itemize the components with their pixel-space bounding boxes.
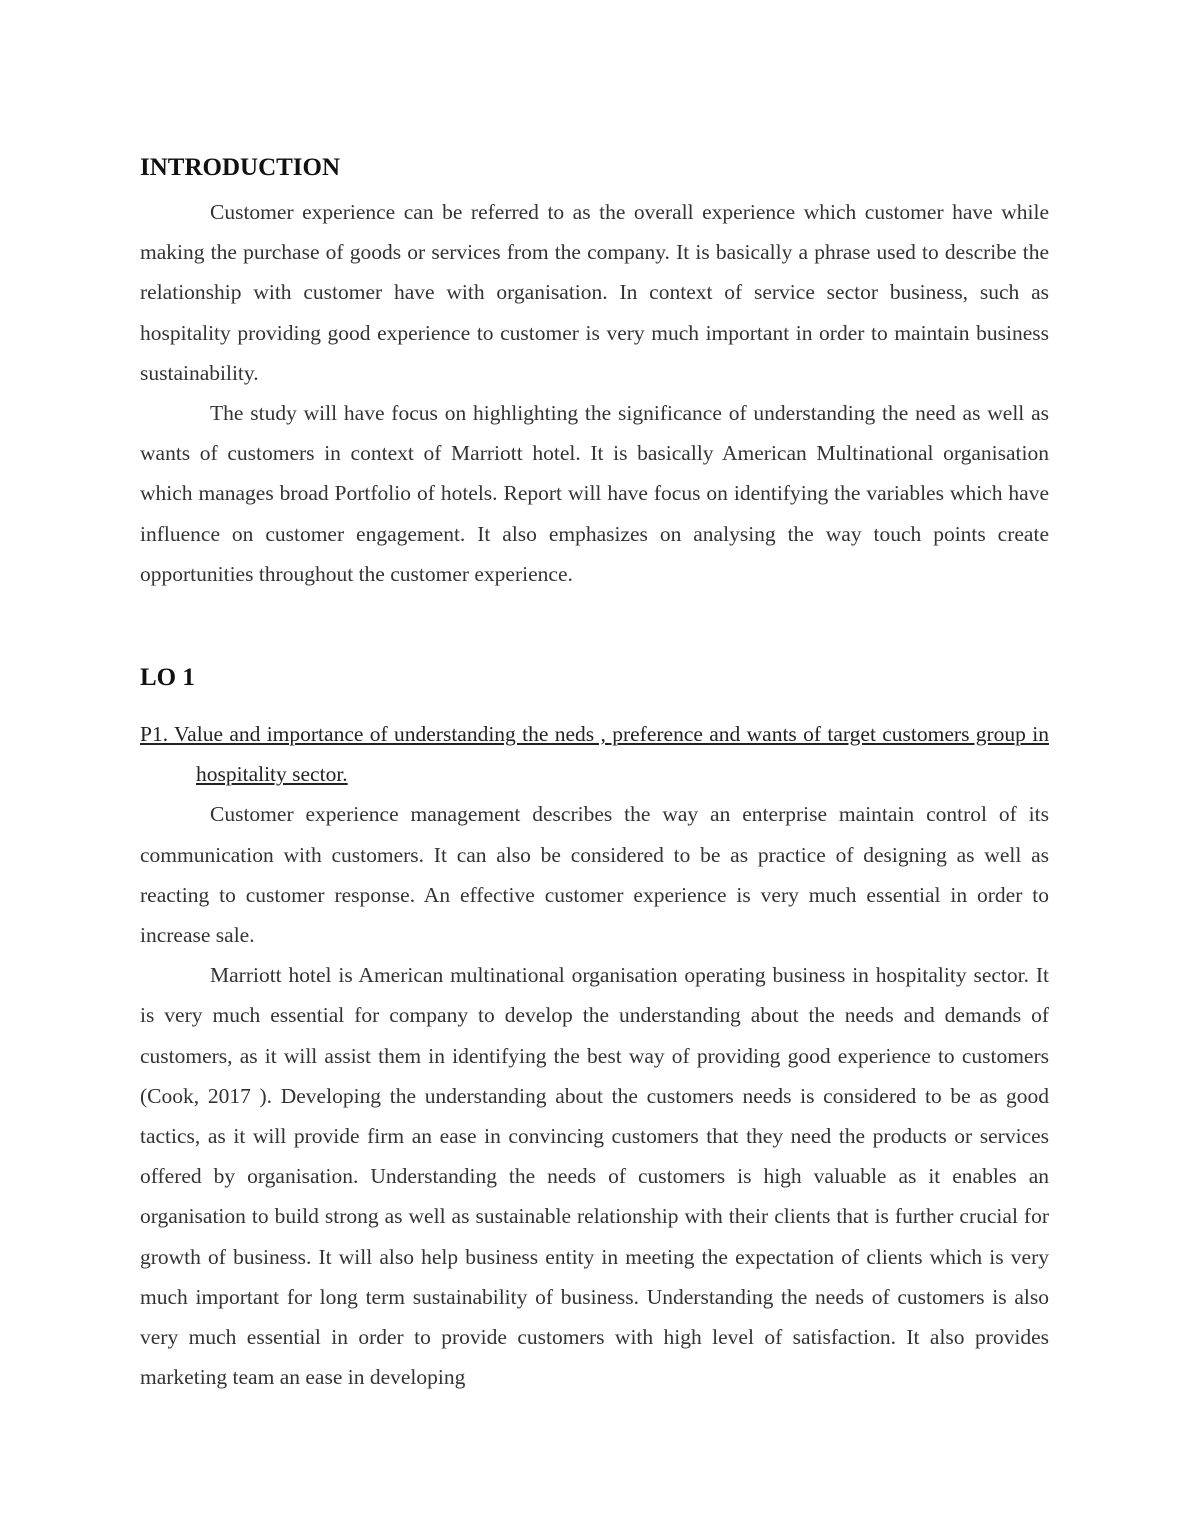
document-page bbox=[140, 150, 1049, 1397]
lo1-paragraph-2: Marriott hotel is American multinational organisation operating business in hospitality sector. It is very much essential for company to develop the understanding about the needs and demands of customers, as it will assist them in identifying the best way of providing good experience to customers (Cook, 2017 ). Developing the understanding about the customers needs is considered to be as good tactics, as it will provide firm an ease in convincing customers that they need the products or services offered by organisation. Understanding the needs of customers is high valuable as it enables an organisation to build strong as well as sustainable relationship with their clients that is further crucial for growth of business. It will also help business entity in meeting the expectation of clients which is very much important for long term sustainability of business. Understanding the needs of customers is also very much essential in order to provide customers with high level of satisfaction. It also provides marketing team an ease in developing bbox=[140, 963, 1049, 1390]
introduction-paragraph-2: The study will have focus on highlighting the significance of understanding the need as well as wants of customers in context of Marriott hotel. It is basically American Multinational organisation which manages broad Portfolio of hotels. Report will have focus on identifying the variables which have influence on customer engagement. It also emphasizes on analysing the way touch points create opportunities throughout the customer experience. bbox=[140, 401, 1049, 586]
introduction-heading: INTRODUCTION bbox=[140, 154, 341, 181]
lo1-paragraph-1: Customer experience management describes the way an enterprise maintain control of its communication with customers. It can also be considered to be as practice of designing as well as reacting to customer response. An effective customer experience is very much essential in order to increase sale. bbox=[140, 802, 1049, 948]
lo1-heading: LO 1 bbox=[140, 664, 195, 692]
introduction-paragraph-1: Customer experience can be referred to as the overall experience which customer have while making the purchase of goods or services from the company. It is basically a phrase used to describe the relationship with customer have with organisation. In context of service sector business, such as hospitality providing good experience to customer is very much important in order to maintain business sustainability. bbox=[140, 200, 1049, 385]
p1-subheading: P1. Value and importance of understanding the neds , preference and wants of target customers group in hospitality sector. bbox=[140, 722, 1049, 787]
